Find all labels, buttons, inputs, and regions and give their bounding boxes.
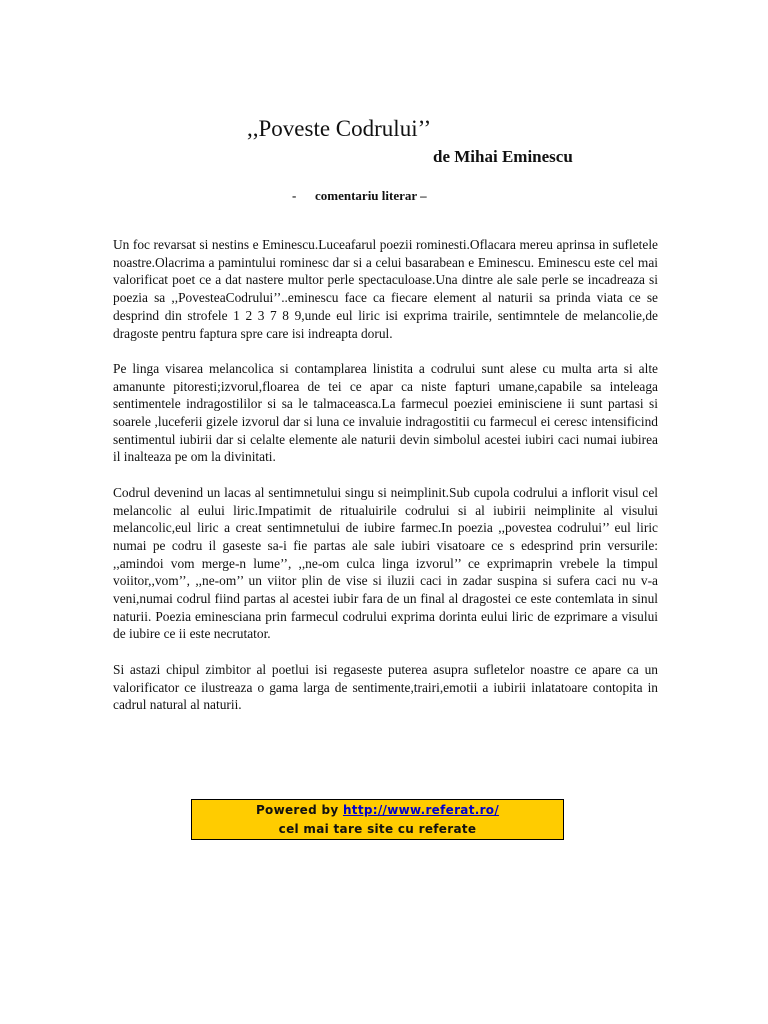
paragraph: Un foc revarsat si nestins e Eminescu.Luceafarul poezii rominesti.Oflacara mereu aprinsa in sufletele noastre.Olacrima a pamintului rominesc dar si a celui basarabean e Eminescu. Eminescu este cel mai valorificat poet ce a dat nastere multor perle spectaculoase.Una dintre ale sale perle se incadreaza si poezia sa ,,PovesteaCodrului’’..eminescu face ca fiecare element al naturii sa prinda viata ce se desprind din strofele 1 2 3 7 8 9,unde eul liric isi exprima trairile, sentimntele de melancolie,de dragoste pentru faptura spre care isi indreapta dorul. bbox=[113, 237, 658, 341]
document-body bbox=[113, 236, 658, 732]
subtitle-text: comentariu literar – bbox=[315, 188, 427, 203]
banner-line-1 bbox=[192, 801, 563, 820]
referat-link[interactable]: http://www.referat.ro/ bbox=[342, 803, 500, 817]
document-title: ,,Poveste Codrului’’ bbox=[247, 116, 432, 141]
paragraph: Pe linga visarea melancolica si contamplarea linistita a codrului sunt alese cu multa arta si alte amanunte pitoresti;izvorul,floarea de tei ce apar ca niste fapturi umane,capabile sa inteleaga sentimentele indragostililor si sa le talmaceasca.La farmecul poeziei eminisciene ii sunt partasi si soarele ,luceferii gizele izvorul dar si luna ce invaluie indragostitii cu farmecul ei ceresc intensificind sentimentul iubirii dar si celalte elemente ale naturii devin simbolul acestei iubiri caci numai iubirea il inalteaza pe om la divinitati. bbox=[113, 360, 658, 465]
paragraph: Codrul devenind un lacas al sentimnetului singu si neimplinit.Sub cupola codrului a inflorit visul cel melancolic al eului liric.Impatimit de ritualuirile codrului si al iubirii neimplinite al visului melancolic,eul liric a creat sentimnetului de iubire farmec.In poezia ,,povestea codrului’’ eul liric numai pe codru il gaseste sa-i fie partas ale sale iubiri visatoare ce s edesprind prin versurile: ,,amindoi vom merge-n lume’’, ,,ne-om culca linga izvorul’’ ce exprimaprin vrebele la timpul voiitor,,vom’’, ,,ne-om’’ un viitor plin de vise si iluzii caci in zadar suspina si sufera caci nu v-a veni,numai codrul fiind partas al acestei iubir fara de un final al dragostei ce este contemlata in sinul naturii. Poezia eminesciana prin farmecul codrului exprima dorinta eului liric de ezprimare a visului de iubire ce ii este necrutator. bbox=[113, 484, 658, 642]
paragraph: Si astazi chipul zimbitor al poetlui isi regaseste puterea asupra sufletelor noastre ce apare ca un valorificator ce ilustreaza o gama larga de sentimente,trairi,emotii a iubirii inlatatoare contopita in cadrul natural al naturii. bbox=[113, 661, 658, 713]
document-author: de Mihai Eminescu bbox=[433, 147, 573, 166]
subtitle-dash: - bbox=[292, 188, 297, 203]
powered-by-label: Powered by bbox=[255, 803, 343, 817]
powered-by-banner bbox=[191, 799, 564, 840]
banner-tagline: cel mai tare site cu referate bbox=[278, 822, 477, 836]
document-subtitle bbox=[292, 187, 427, 205]
